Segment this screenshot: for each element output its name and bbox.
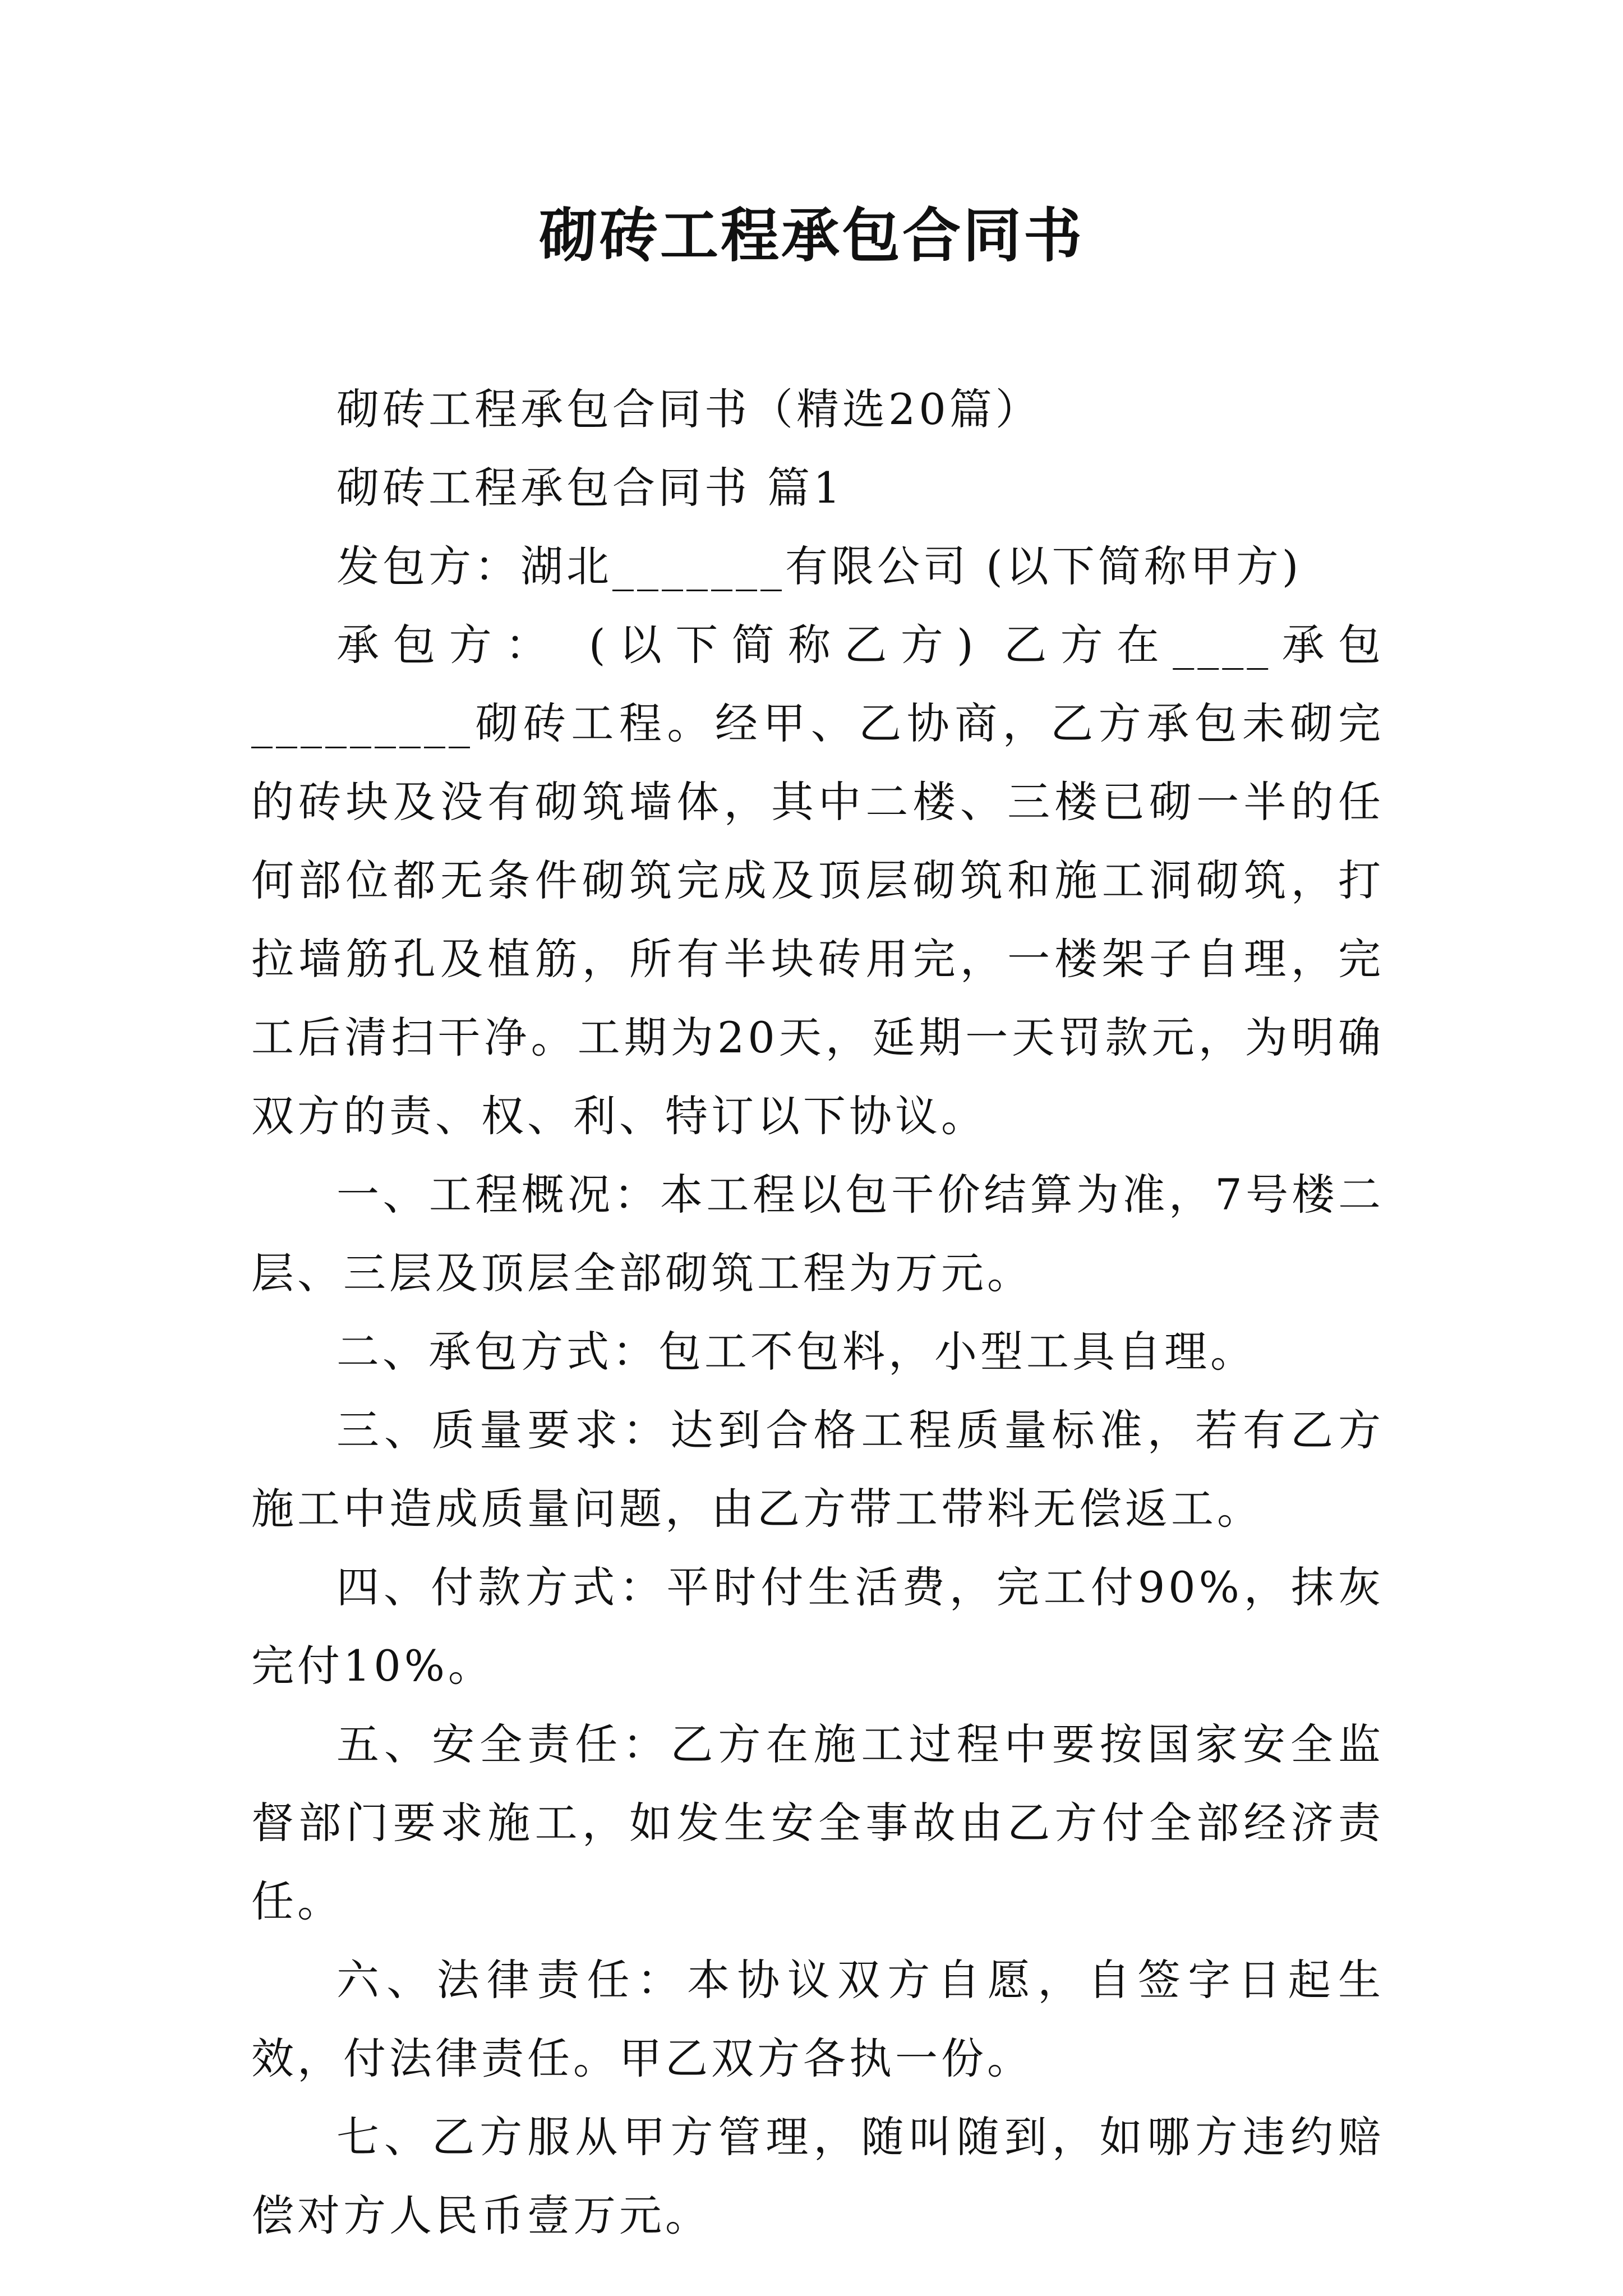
paragraph-section-heading: 砌砖工程承包合同书 篇1 [336,463,844,513]
paragraph-clause-2: 二、承包方式：包工不包料，小型工具自理。 [336,1327,1256,1377]
paragraph-clause-5: 五、安全责任：乙方在施工过程中要按国家安全监督部门要求施工，如发生安全事故由乙方付全部经济责任。 [251,1719,1384,1926]
paragraph-contractor: 发包方：湖北_______有限公司 (以下简称甲方) [336,541,1302,591]
document-title: 砌砖工程承包合同书 [538,201,1084,270]
paragraph-clause-3: 三、质量要求：达到合格工程质量标准，若有乙方施工中造成质量问题，由乙方带工带料无偿返工。 [251,1405,1384,1534]
paragraph-clause-4: 四、付款方式：平时付生活费，完工付90%，抹灰完付10%。 [251,1562,1384,1691]
paragraph-clause-1: 一、工程概况：本工程以包干价结算为准，7号楼二层、三层及顶层全部砌筑工程为万元。 [251,1170,1384,1298]
paragraph-clause-7: 七、乙方服从甲方管理，随叫随到，如哪方违约赔偿对方人民币壹万元。 [251,2112,1384,2240]
paragraph-subcontractor: 承包方： (以下简称乙方) 乙方在____承包_________砌砖工程。经甲、乙协商，乙方承包未砌完的砖块及没有砌筑墙体，其中二楼、三楼已砌一半的任何部位都无条件砌筑完成及顶层砌筑和施工洞砌筑，打拉墙筋孔及植筋，所有半块砖用完，一楼架子自理，完工后清扫干净。工期为20天，延期一天罚款元，为明确双方的责、权、利、特订以下协议。 [251,620,1384,1141]
paragraph-clause-6: 六、法律责任：本协议双方自愿，自签字日起生效，付法律责任。甲乙双方各执一份。 [251,1955,1384,2083]
document-body [251,370,1384,2255]
paragraph-subtitle: 砌砖工程承包合同书（精选20篇） [336,384,1041,434]
